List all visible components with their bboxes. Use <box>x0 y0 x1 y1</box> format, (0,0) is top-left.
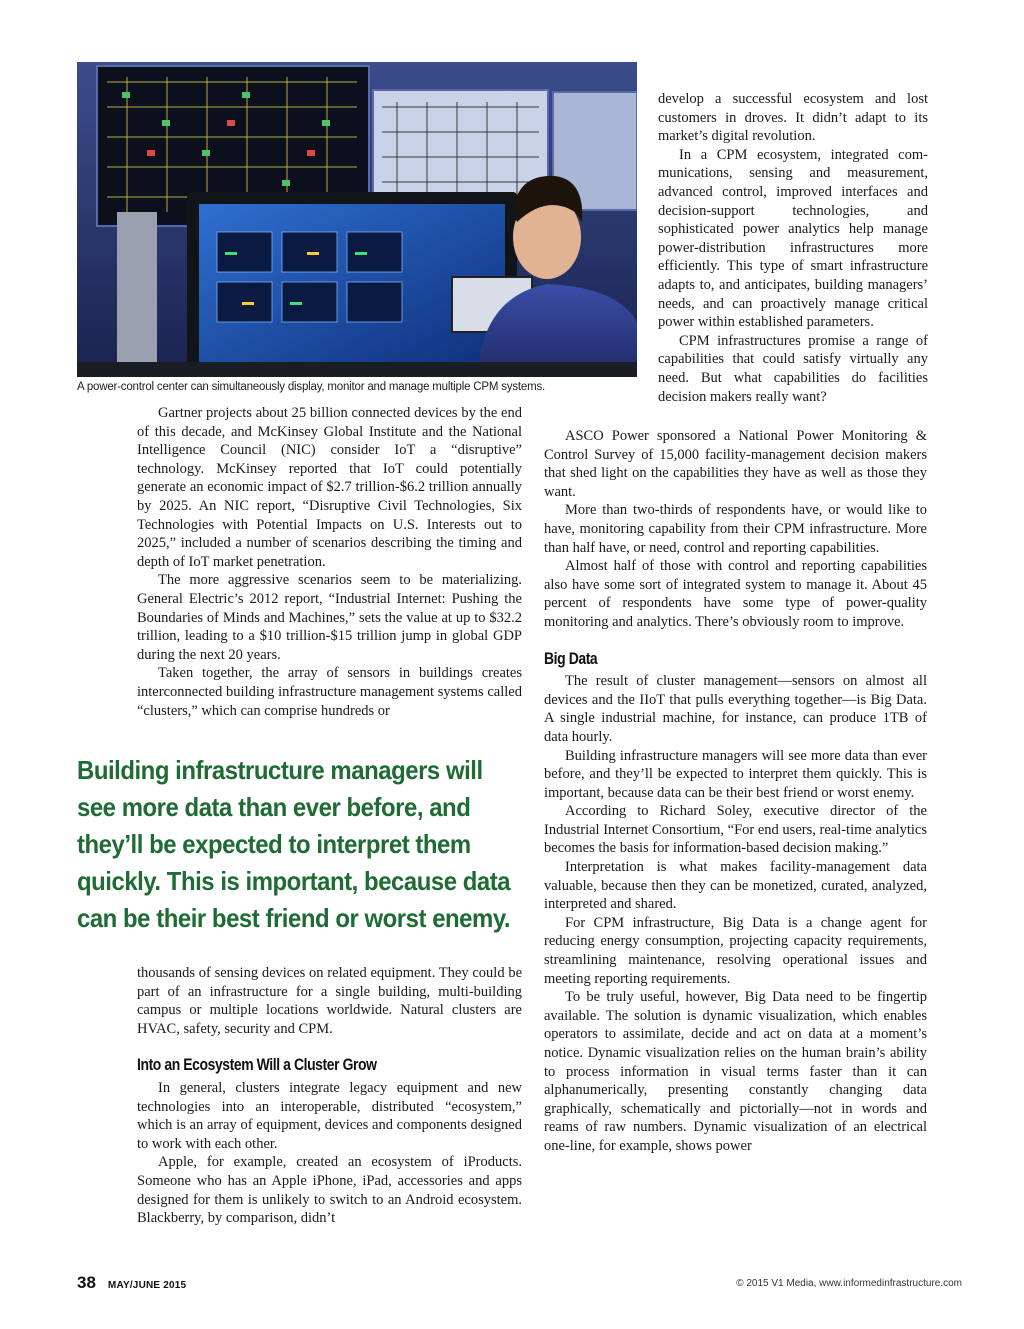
footer-left <box>77 1273 186 1293</box>
pull-quote: Building infrastructure managers will see more data than ever before, and they’ll be expected to interpret them quickly. This is important, because data can be their best friend or worst enemy. <box>77 755 511 933</box>
paragraph: To be truly useful, however, Big Data need to be fingertip available. The solution is dynamic visualization, which enables operators to assimilate, decide and act on data at a moment’s notice. Dynamic visualization relies on the human brain’s ability to process information in visual terms faster than it can alphanumerically, presenting constantly changing data graphically, schematically and pictorially—not in words and reams of raw numbers. Dynamic visualization of an electrical one-line, for example, shows power <box>544 989 927 1154</box>
paragraph: Gartner projects about 25 billion connected devices by the end of this decade, and McKinsey Global Institute and the National Intelligence Council (NIC) consider IoT a “disruptive” technology. McKinsey reported that IoT could potentially generate an economic impact of $2.7 trillion-$6.2 trillion annually by 2025. An NIC report, “Disruptive Civil Technologies, Six Technologies with Potential Impacts on U.S. Interests out to 2025,” included a number of scenarios describing the timing and depth of IoT market penetration. <box>137 405 522 570</box>
photo-caption: A power-control center can simultaneously display, monitor and manage multiple CPM systems. <box>77 381 545 393</box>
paragraph: Taken together, the array of sensors in buildings creates interconnected building infrastructure management systems called “clusters,” which can comprise hundreds or <box>137 665 522 719</box>
control-center-photo <box>77 62 637 377</box>
paragraph: Almost half of those with control and reporting capabilities also have some sort of integrated system to manage it. About 45 percent of respondents have some type of power-quality monitoring and analytics. There’s obviously room to improve. <box>544 558 927 630</box>
paragraph: Building infrastructure managers will see more data than ever before, and they’ll be expected to interpret them quickly. This is important, because data can be their best friend or worst enemy. <box>544 747 927 801</box>
paragraph: In general, clusters integrate legacy equipment and new technologies into an interoperable, distributed “ecosystem,” which is an array of equipment, devices and components designed to work with each other. <box>137 1079 522 1152</box>
paragraph: The result of cluster management—sensors on almost all devices and the IIoT that pulls everything together—is Big Data. A single industrial machine, for instance, can produce 1TB of data hourly. <box>544 673 927 745</box>
paragraph: According to Richard Soley, executive director of the Industrial Internet Consortium, “For end users, real-time analytics becomes the basis for information-based decision making.” <box>544 803 927 857</box>
section-heading-ecosystem: Into an Ecosystem Will a Cluster Grow <box>137 1055 377 1075</box>
paragraph: Interpretation is what makes facility-management data valuable, because then they can be monetized, curated, analyzed, interpreted and shared. <box>544 859 927 913</box>
paragraph: The more aggressive scenarios seem to be materializing. General Electric’s 2012 report, “Industrial Internet: Pushing the Boundaries of Minds and Machines,” sets the value at up to $32.2 trillion, leading to a $10 trillion-$15 trillion jump in global GDP during the next 20 years. <box>137 572 522 663</box>
paragraph: develop a successful ecosystem and lost customers in droves. It didn’t adapt to its market’s digital revolution. <box>658 91 928 145</box>
issue-date: MAY/JUNE 2015 <box>107 1280 187 1291</box>
paragraph: Apple, for example, created an ecosystem of iProducts. Someone who has an Apple iPhone, iPad, accessories and apps designed for them is unlikely to switch to an Android ecosystem. Blackberry, by comparison, didn’t <box>137 1154 522 1227</box>
footer-copyright: © 2015 V1 Media, www.informedinfrastructure.com <box>736 1278 962 1289</box>
paragraph: CPM infrastructures promise a range of capabilities that could satisfy virtually any need. But what capabilities do facilities decision makers really want? <box>658 332 928 405</box>
page-number: 38 <box>77 1273 96 1292</box>
left-column-top <box>137 404 522 720</box>
right-column-top <box>658 90 928 406</box>
paragraph: For CPM infrastructure, Big Data is a change agent for reducing energy consumption, projecting capacity requirements, streamlining maintenance, resolving operational issues and meeting reporting requirements. <box>544 914 927 987</box>
left-column-bottom <box>137 964 522 1228</box>
section-heading-big-data: Big Data <box>544 648 598 668</box>
right-column-main <box>544 427 927 1156</box>
paragraph: ASCO Power sponsored a National Power Monitoring & Control Survey of 15,000 facility-management decision makers that shed light on the capabilities they have as well as those they want. <box>544 428 927 500</box>
paragraph: In a CPM ecosystem, integrated communications, sensing and measurement, advanced control, improved interfaces and decision-support technologies, and sophisticated power analytics help manage power-distribution infrastructures more efficiently. This type of smart infrastructure adapts to, and anticipates, building managers’ needs, and can proactively manage critical power within established parameters. <box>658 146 928 331</box>
paragraph: thousands of sensing devices on related equipment. They could be part of an infrastructure for a single building, multi-building campus or multiple locations worldwide. Natural clusters are HVAC, safety, security and CPM. <box>137 965 522 1037</box>
paragraph: More than two-thirds of respondents have, or would like to have, monitoring capability from their CPM infrastructure. More than half have, or need, control and reporting capabilities. <box>544 502 927 556</box>
